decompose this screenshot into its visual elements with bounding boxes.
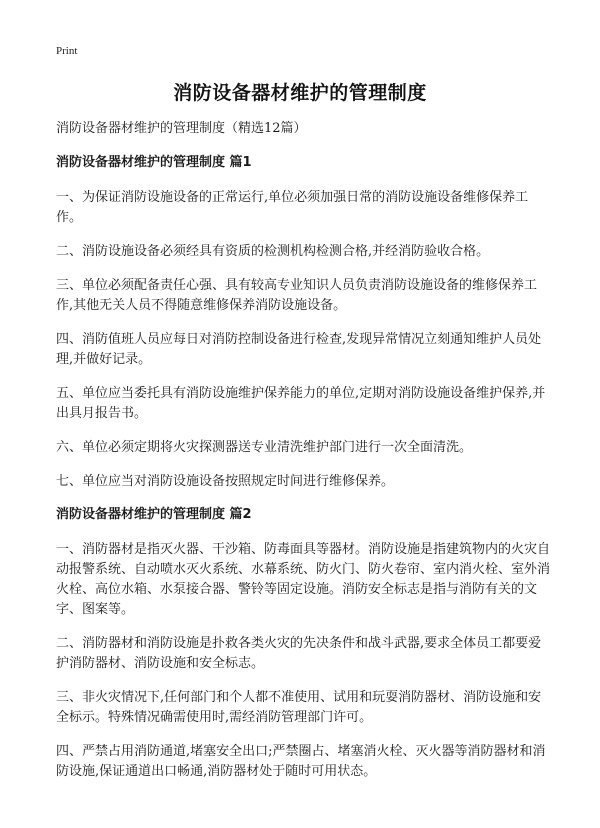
paragraph: 五、单位应当委托具有消防设施维护保养能力的单位,定期对消防设施设备维护保养,并出具月报告书。 — [56, 386, 546, 421]
paragraph: 七、单位应当对消防设施设备按照规定时间进行维修保养。 — [56, 474, 395, 489]
paragraph: 一、消防器材是指灭火器、干沙箱、防毒面具等器材。消防设施是指建筑物内的火灾自动报警系统、自动喷水灭火系统、水幕系统、防火门、防火卷帘、室内消火栓、室外消火栓、高位水箱、水泵接合器、警铃等固定设施。消防安全标志是指与消防有关的文字、图案等。 — [56, 542, 551, 617]
paragraph: 三、单位必须配备责任心强、具有较高专业知识人员负责消防设施设备的维修保养工作,其他无关人员不得随意维修保养消防设施设备。 — [56, 278, 538, 313]
paragraph: 二、消防器材和消防设施是扑救各类火灾的先决条件和战斗武器,要求全体员工都要爱护消防器材、消防设施和安全标志。 — [56, 636, 542, 671]
section-heading: 消防设备器材维护的管理制度 篇1 — [56, 155, 252, 170]
paragraph: 四、严禁占用消防通道,堵塞安全出口;严禁圈占、堵塞消火栓、灭火器等消防器材和消防设施,保证通道出口畅通,消防器材处于随时可用状态。 — [56, 744, 546, 779]
section-2 — [56, 506, 552, 782]
paragraph: 四、消防值班人员应每日对消防控制设备进行检查,发现异常情况立刻通知维护人员处理,并做好记录。 — [56, 332, 542, 367]
section-heading: 消防设备器材维护的管理制度 篇2 — [56, 507, 252, 522]
paragraph: 一、为保证消防设施设备的正常运行,单位必须加强日常的消防设施设备维修保养工作。 — [56, 190, 529, 225]
document-subtitle: 消防设备器材维护的管理制度（精选12篇） — [56, 121, 307, 136]
page-title: 消防设备器材维护的管理制度 — [173, 82, 427, 104]
document-body — [56, 120, 552, 796]
paragraph: 三、非火灾情况下,任何部门和个人都不准使用、试用和玩耍消防器材、消防设施和安全标示。特殊情况确需使用时,需经消防管理部门许可。 — [56, 690, 542, 725]
section-1 — [56, 154, 552, 492]
print-label: Print — [56, 45, 78, 57]
paragraph: 二、消防设施设备必须经具有资质的检测机构检测合格,并经消防验收合格。 — [56, 244, 490, 259]
paragraph: 六、单位必须定期将火灾探测器送专业清洗维护部门进行一次全面清洗。 — [56, 440, 473, 455]
